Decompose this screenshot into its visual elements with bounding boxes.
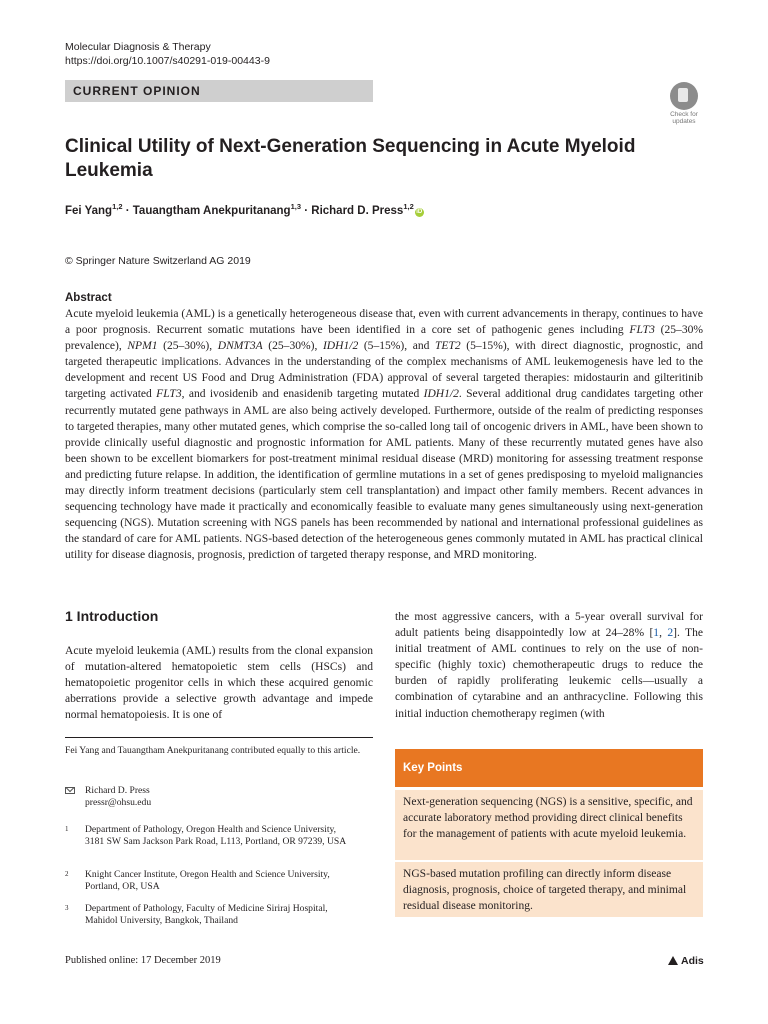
author-affiliation: 1,3 <box>290 202 302 211</box>
affiliation-number: 2 <box>65 870 69 878</box>
abstract-segment: Acute myeloid leukemia (AML) is a genetically heterogeneous disease that, even with current advancements in therapy, continues to have a poor prognosis. Recurrent somatic mutations have been identified in a core set of pathogenic genes including <box>65 308 703 337</box>
affiliation-number: 3 <box>65 904 69 912</box>
check-for-updates-icon <box>670 82 698 110</box>
author-name: Fei Yang <box>65 204 113 217</box>
abstract-segment: . Several additional drug candidates targeting other recurrently mutated gene pathways in AML are also being actively developed. Furthermore, outside of the realm of predicting responses to targeted therapies, many other mutated genes, which comprise the so-called long tail of oncogenic drivers in AML, have been shown to provide clinically useful diagnostic and prognostic information for AML patients. Many of these recurrently mutated genes have also been shown to be excellent biomarkers for post-treatment minimal residual disease (MRD) monitoring for assessing treatment response and predicting future relapse. In addition, the identification of germline mutations in a set of genes predisposing to myeloid malignancies may directly inform treatment decisions (particularly stem cell transplantation) and impact other family members. Recent advances in sequencing technology have made it practically and economically feasible to evaluate many genes simultaneously using next-generation sequencing (NGS). Mutation screening with NGS panels has been recommended by national and international professional guidelines as the standard of care for AML patients. NGS-based detection of the heterogeneous genes commonly mutated in AML has practical clinical utility for disease diagnosis, prognosis, prediction of targeted therapy response, and MRD monitoring. <box>65 388 703 562</box>
abstract-segment: (5–15%), with direct diagnostic, prognostic, and targeted therapeutic implications. Advances in the understanding of the complex mechanisms of AML leukemogenesis have led to the development and recent US Food and Drug Administration (FDA) approval of several targeted therapies: midostaurin and gilteritinib targeting activated <box>65 340 704 401</box>
affiliation-text: Department of Pathology, Faculty of Medicine Siriraj Hospital, Mahidol University, Bangkok, Thailand <box>85 903 328 927</box>
journal-header <box>65 40 270 68</box>
section-heading-introduction: 1 Introduction <box>65 608 159 624</box>
orcid-icon[interactable]: iD <box>416 208 423 215</box>
citation-separator: , <box>659 627 668 640</box>
footnote-equal-contribution: Fei Yang and Tauangtham Anekpuritanang contributed equally to this article. <box>65 745 361 756</box>
affiliation-text: Knight Cancer Institute, Oregon Health and Science University, Portland, OR, USA <box>85 869 330 893</box>
affiliation-3 <box>65 903 373 931</box>
abstract-segment: (25–30%), <box>157 340 218 353</box>
journal-doi-link[interactable]: https://doi.org/10.1007/s40291-019-00443-9 <box>65 55 270 67</box>
publication-date: Published online: 17 December 2019 <box>65 955 221 966</box>
affiliation-1 <box>65 824 373 864</box>
abstract-segment: (5–15%), and <box>358 340 435 353</box>
gene-name: NPM1 <box>127 340 158 353</box>
abstract-segment: , and ivosidenib and enasidenib targeting mutated <box>181 388 424 401</box>
adis-logo-icon <box>668 956 678 965</box>
affiliation-2 <box>65 869 373 897</box>
contact-name: Richard D. Press <box>85 785 150 796</box>
crossmark-label-1: Check for <box>670 111 698 118</box>
key-point-item: NGS-based mutation profiling can directly inform disease diagnosis, prognosis, choice of targeted therapy, and minimal residual disease monitoring. <box>395 862 703 917</box>
article-category-bar: CURRENT OPINION <box>65 80 373 102</box>
gene-name: FLT3 <box>629 324 655 337</box>
author-affiliation: 1,2 <box>403 202 414 211</box>
key-point-item: Next-generation sequencing (NGS) is a sensitive, specific, and accurate laboratory method providing direct clinical benefits for the management of patients with acute myeloid leukemia. <box>395 790 703 860</box>
corresponding-author <box>65 785 373 811</box>
footnote-divider <box>65 737 373 738</box>
author-separator: · <box>122 204 133 217</box>
abstract-text <box>65 306 703 564</box>
abstract-segment: (25–30% prevalence), <box>65 324 703 353</box>
journal-name: Molecular Diagnosis & Therapy <box>65 41 211 53</box>
abstract-segment: (25–30%), <box>262 340 323 353</box>
gene-name: DNMT3A <box>217 340 263 353</box>
author-name: Tauangtham Anekpuritanang <box>132 204 291 217</box>
intro-segment: ]. The initial treatment of AML continues to rely on the use of non-specific (highly toxic) chemotherapeutic drugs to reduce the burden of rapidly proliferating leukemic cells—usually a combination of cytarabine and an anthracycline. Following this initial induction chemotherapy regimen (with <box>395 627 703 720</box>
author-name: Richard D. Press <box>311 204 404 217</box>
citation-link[interactable]: 2 <box>667 627 674 640</box>
intro-text-right <box>395 609 703 722</box>
crossmark-label-2: updates <box>672 118 696 125</box>
affiliation-text: Department of Pathology, Oregon Health and Science University, 3181 SW Sam Jackson Park Road, L113, Portland, OR 97239, USA <box>85 824 347 848</box>
gene-name: FLT3 <box>156 388 182 401</box>
article-title: Clinical Utility of Next-Generation Sequencing in Acute Myeloid Leukemia <box>65 136 636 181</box>
intro-text-left: Acute myeloid leukemia (AML) results from the clonal expansion of mutation-altered hematopoietic stem cells (HSCs) and hematopoietic progenitor cells in which these acquired genomic aberrations provide a selective growth advantage and impede normal hematopoiesis. It is one of <box>65 645 373 722</box>
citation-link[interactable]: 1 <box>653 627 660 640</box>
envelope-icon <box>65 787 75 794</box>
check-for-updates-badge[interactable] <box>664 82 704 124</box>
gene-name: TET2 <box>435 340 461 353</box>
author-list <box>65 202 424 217</box>
intro-segment: the most aggressive cancers, with a 5-year overall survival for adult patients being disappointedly low at 24–28% [ <box>395 611 703 640</box>
affiliation-number: 1 <box>65 825 69 833</box>
key-points-heading: Key Points <box>395 749 703 787</box>
contact-email-link[interactable]: pressr@ohsu.edu <box>85 797 152 809</box>
gene-name: IDH1/2 <box>322 340 359 353</box>
publisher-name: Adis <box>681 955 704 967</box>
copyright-notice: © Springer Nature Switzerland AG 2019 <box>65 255 251 267</box>
abstract-heading: Abstract <box>65 292 112 304</box>
author-affiliation: 1,2 <box>112 202 123 211</box>
publisher-logo <box>668 955 704 967</box>
gene-name: IDH1/2 <box>423 388 459 401</box>
author-separator: · <box>301 204 312 217</box>
